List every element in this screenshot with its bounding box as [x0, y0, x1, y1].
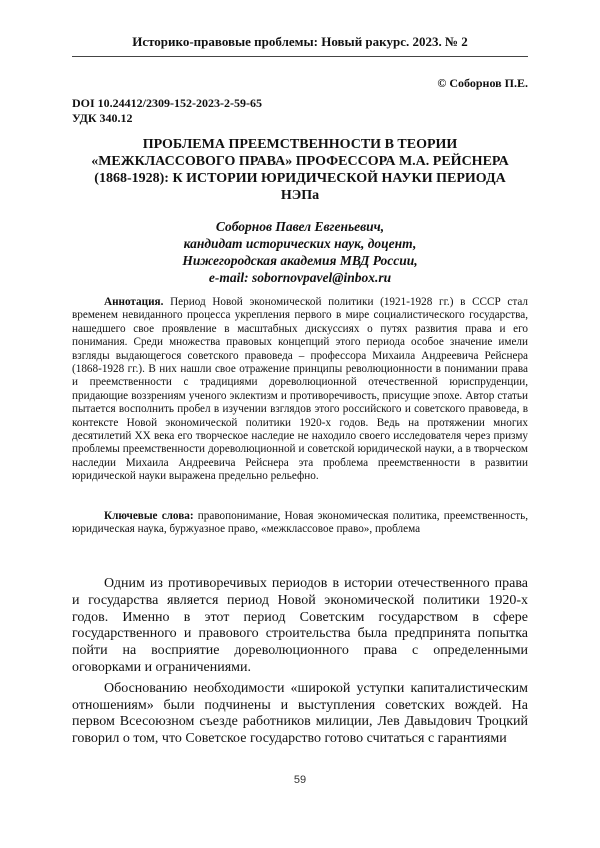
abstract-label: Аннотация.	[104, 296, 164, 308]
keywords-label: Ключевые слова:	[104, 510, 194, 522]
abstract	[72, 296, 528, 484]
author-degree: кандидат исторических наук, доцент,	[183, 236, 417, 251]
udc-code: УДК 340.12	[72, 111, 133, 125]
body-paragraph-2: Обоснованию необходимости «широкой уступки капиталистическим отношениям» были подчинены и выступления советских вождей. На первом Всесоюзном съезде работников милиции, Лев Давыдович Троцкий говорил о том, что Советское государство готово считаться с гарантиями	[72, 680, 528, 747]
copyright-notice: © Соборнов П.Е.	[437, 76, 528, 90]
page-number: 59	[293, 774, 307, 786]
body-paragraph-1: Одним из противоречивых периодов в истории отечественного права и государства является период Новой экономической политики 1920-х годов. Именно в этот период Советским государством в сфере государственного и правового строительства была предпринята попытка пойти на восприятие дореволюционного права с определенными оговорками и ограничениями.	[72, 576, 528, 675]
author-name: Соборнов Павел Евгеньевич,	[215, 219, 385, 234]
abstract-text: Период Новой экономической политики (1921-1928 гг.) в СССР стал временем невиданного процесса укрепления первого в мире социалистического государства, нашедшего свое проявление в масштабных дискуссиях о путях развития права и его понимания. Среди множества правовых концепций этого периода особое значение имели взгляды выдающегося советского правоведа – профессора Михаила Андреевича Рейснера (1868-1928 гг.). В них нашли свое отражение принципы революционности в понимании права и преемственности с традициями дореволюционной отечественной юриспруденции, придающие воззрениям ученого эклектизм и противоречивость, присущие эпохе. Автор статьи пытается восполнить пробел в изучении взглядов этого российского и советского правоведа, в контексте Новой экономической политики 1920-х годов. Ведь на протяжении многих десятилетий XX века его творческое наследие не находило своего исследователя через призму проблемы преемственности дореволюционной и советской юридической науки, а в творческом наследии Михаила Андреевича Рейснера эта проблема преемственности в развитии юридической науки выражена предельно рельефно.	[72, 296, 528, 483]
article-title: ПРОБЛЕМА ПРЕЕМСТВЕННОСТИ В ТЕОРИИ «МЕЖКЛАССОВОГО ПРАВА» ПРОФЕССОРА М.А. РЕЙСНЕРА (1868-1928): К ИСТОРИИ ЮРИДИЧЕСКОЙ НАУКИ ПЕРИОДА НЭПа	[91, 137, 509, 203]
keywords-text: правопонимание, Новая экономическая политика, преемственность, юридическая наука, буржуазное право, «межклассовое право», проблема	[72, 510, 528, 536]
article-body	[72, 576, 528, 752]
author-affiliation: Нижегородская академия МВД России,	[182, 253, 418, 268]
journal-header: Историко-правовые проблемы: Новый ракурс. 2023. № 2	[72, 34, 528, 57]
author-email: e-mail: sobornovpavel@inbox.ru	[208, 270, 392, 285]
article-meta	[72, 96, 262, 126]
author-block	[72, 218, 528, 286]
doi: DOI 10.24412/2309-152-2023-2-59-65	[72, 96, 262, 110]
keywords	[72, 510, 528, 537]
